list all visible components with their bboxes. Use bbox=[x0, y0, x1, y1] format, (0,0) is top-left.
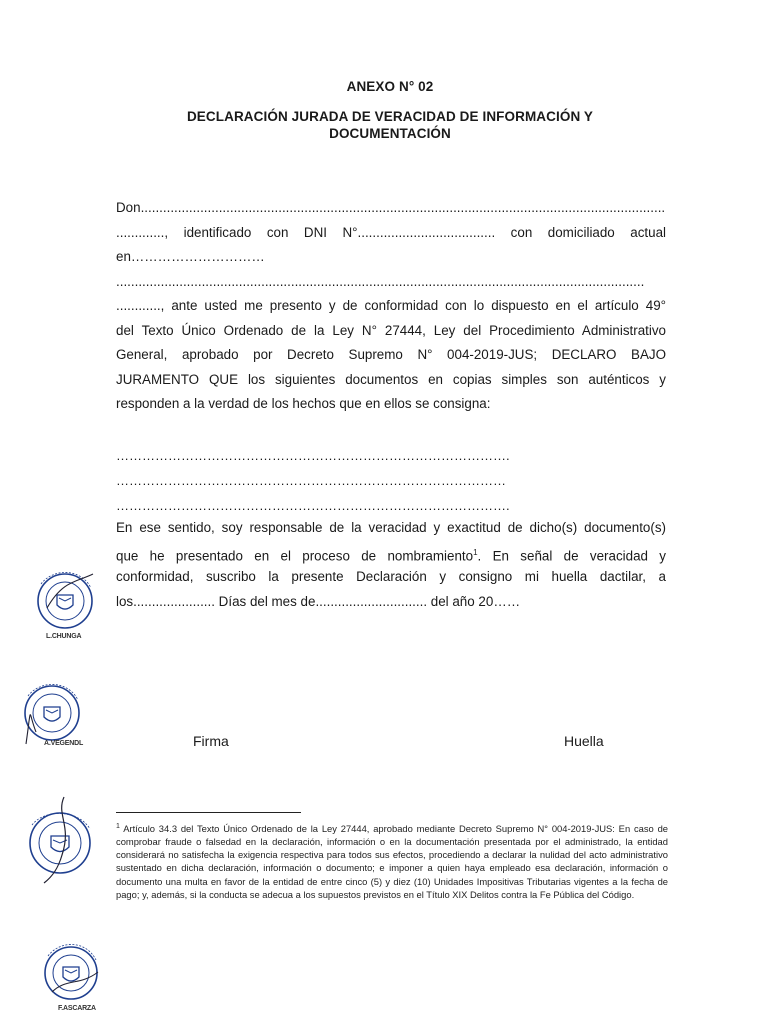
document-entry-line: ………………………………………………………………………………. bbox=[116, 448, 510, 463]
paragraph-text: que he presentado en el proceso de nombramiento bbox=[116, 547, 474, 563]
annex-number: ANEXO N° 02 bbox=[346, 79, 434, 94]
name-line: Don............................................................................................................................................. bbox=[116, 200, 666, 215]
footnote-divider bbox=[116, 812, 301, 813]
document-title bbox=[150, 108, 630, 142]
footnote-marker: 1 bbox=[116, 823, 120, 830]
title-line-1: DECLARACIÓN JURADA DE VERACIDAD DE INFORMACIÓN Y bbox=[186, 109, 594, 124]
paragraph-line: del Texto Único Ordenado de la Ley N° 27444, Ley del Procedimiento Administrativo bbox=[116, 322, 666, 338]
footnote bbox=[116, 820, 668, 901]
address-dots-line: .............................................................................................................................................. bbox=[116, 273, 645, 289]
official-stamp-seal bbox=[18, 682, 84, 748]
fingerprint-label: Huella bbox=[564, 733, 604, 749]
paragraph-line: ............, ante usted me presento y de conformidad con lo dispuesto en el artículo 49° bbox=[116, 298, 666, 313]
stamp-name: F.ASCARZA bbox=[58, 1005, 96, 1012]
paragraph-line bbox=[116, 541, 666, 566]
official-stamp-seal bbox=[33, 570, 97, 636]
stamp-name: L.CHUNGA bbox=[46, 633, 82, 640]
title-line-2: DOCUMENTACIÓN bbox=[329, 126, 451, 141]
responsibility-paragraph bbox=[116, 516, 666, 614]
document-entry-line: ………………………………………………………………………………. bbox=[116, 498, 510, 513]
dni-line: ............., identificado con DNI N°..................................... con domiciliado actual bbox=[116, 224, 666, 240]
official-stamp-seal bbox=[22, 795, 102, 885]
paragraph-line: General, aprobado por Decreto Supremo N° 004-2019-JUS; DECLARO BAJO bbox=[116, 347, 666, 362]
paragraph-line: En ese sentido, soy responsable de la veracidad y exactitud de dicho(s) documento(s) bbox=[116, 520, 666, 535]
footnote-reference: 1 bbox=[473, 547, 478, 557]
footnote-text: Artículo 34.3 del Texto Único Ordenado de la Ley 27444, aprobado mediante Decreto Supremo N° 004-2019-JUS: En caso de comprobar fraude o falsedad en la declaración, información o en la documentación presentada por el administrado, la entidad considerará no satisfecha la exigencia respectiva para todos sus efectos, procediendo a declarar la nulidad del acto administrativo sustentado en dicha declaración, información o documento; e imponer a quien haya empleado esa declaración, información o documento una multa en favor de la entidad de entre cinco (5) y diez (10) Unidades Impositivas Tributarias vigentes a la fecha de pago; y, además, si la conducta se adecua a los supuestos previstos en el Título XIX Delitos contra la Fe Pública del Código. bbox=[116, 823, 668, 900]
paragraph-text: . En señal de veracidad y bbox=[477, 547, 666, 563]
paragraph-line: responden a la verdad de los hechos que en ellos se consigna: bbox=[116, 396, 491, 411]
stamp-name: A.VEGENDL bbox=[44, 740, 84, 747]
address-line: en………………………… bbox=[116, 249, 265, 264]
date-line: los...................... Días del mes de.............................. del año 20…… bbox=[116, 593, 521, 609]
declarant-block bbox=[116, 196, 666, 417]
paragraph-line: JURAMENTO QUE los siguientes documentos en copias simples son auténticos y bbox=[116, 371, 666, 387]
official-stamp-seal bbox=[40, 942, 102, 1008]
document-entry-line: ……………………………………………………………………………… bbox=[116, 473, 506, 488]
signature-label: Firma bbox=[193, 733, 229, 749]
paragraph-line: conformidad, suscribo la presente Declaración y consigno mi huella dactilar, a bbox=[116, 569, 666, 584]
